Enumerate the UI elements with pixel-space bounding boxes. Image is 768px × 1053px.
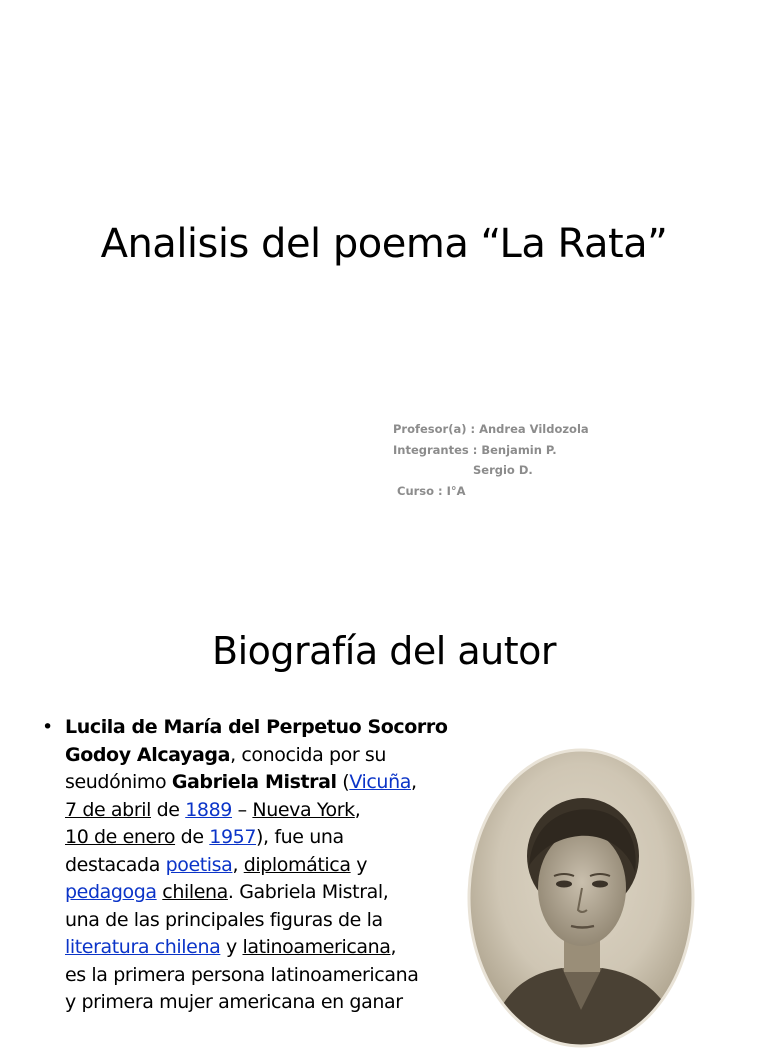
bio-line-8: una de las principales figuras de la xyxy=(65,908,383,931)
bio-text-fragment: , xyxy=(410,771,417,793)
biography-text xyxy=(42,714,448,1017)
credits-block xyxy=(393,419,589,501)
date-birth: 7 de abril xyxy=(65,798,151,821)
slide-biography xyxy=(0,580,768,1024)
bio-text-fragment: , xyxy=(354,798,361,821)
credits-course: Curso : I°A xyxy=(397,483,466,498)
bio-line-2 xyxy=(65,742,437,770)
pseudonym: Gabriela Mistral xyxy=(171,771,337,793)
bio-text-fragment: y xyxy=(350,853,368,876)
bio-text-fragment: seudónimo xyxy=(65,771,172,793)
bio-line-10: es la primera persona latinoamericana xyxy=(65,963,419,986)
portrait-illustration xyxy=(467,748,695,1048)
link-pedagoga[interactable]: pedagoga xyxy=(65,881,157,903)
bio-line-3 xyxy=(65,769,437,797)
credits-members: Integrantes : Benjamin P. xyxy=(393,442,557,457)
bio-text-fragment: ), fue una xyxy=(256,826,344,848)
bio-text-fragment: destacada xyxy=(65,853,166,876)
bio-line-6 xyxy=(65,852,437,880)
bio-line-5 xyxy=(65,824,437,852)
bio-line-4 xyxy=(65,797,437,825)
full-name-part2: Godoy Alcayaga xyxy=(65,743,231,766)
place-death: Nueva York xyxy=(252,798,355,821)
bio-text-fragment: , xyxy=(232,853,244,876)
slide-title-heading: Analisis del poema “La Rata” xyxy=(100,221,668,267)
bio-text-fragment: , xyxy=(390,936,397,958)
bio-text-fragment: ( xyxy=(336,771,350,793)
bio-text-fragment: . Gabriela Mistral, xyxy=(227,881,389,903)
term-diplomatica: diplomática xyxy=(243,853,351,876)
full-name-part1: Lucila de María del Perpetuo Socorro xyxy=(65,716,448,738)
bullet-icon: • xyxy=(42,716,53,738)
bio-text-fragment: de xyxy=(175,826,210,848)
biography-heading: Biografía del autor xyxy=(212,629,556,673)
link-vicuna[interactable]: Vicuña xyxy=(349,771,411,793)
bio-text-fragment: – xyxy=(232,798,253,821)
link-literatura-chilena[interactable]: literatura chilena xyxy=(65,936,221,958)
credits-professor: Profesor(a) : Andrea Vildozola xyxy=(393,422,589,436)
bio-line-1 xyxy=(65,714,448,742)
date-death: 10 de enero xyxy=(65,826,176,848)
link-1889[interactable]: 1889 xyxy=(185,798,232,821)
term-latinoamericana: latinoamericana xyxy=(242,936,391,958)
bio-text-fragment: , conocida por su xyxy=(230,743,387,766)
bio-line-7 xyxy=(65,879,437,907)
portrait-photo xyxy=(467,748,695,1048)
bio-text-fragment: y xyxy=(220,936,243,958)
link-1957[interactable]: 1957 xyxy=(209,826,257,848)
credits-member2: Sergio D. xyxy=(473,463,533,477)
link-poetisa[interactable]: poetisa xyxy=(165,853,233,876)
bio-line-9 xyxy=(65,934,437,962)
biography-paragraph xyxy=(65,714,448,1017)
bio-line-11: y primera mujer americana en ganar xyxy=(65,991,403,1013)
term-chilena: chilena xyxy=(162,881,228,903)
bio-text-fragment: de xyxy=(151,798,186,821)
